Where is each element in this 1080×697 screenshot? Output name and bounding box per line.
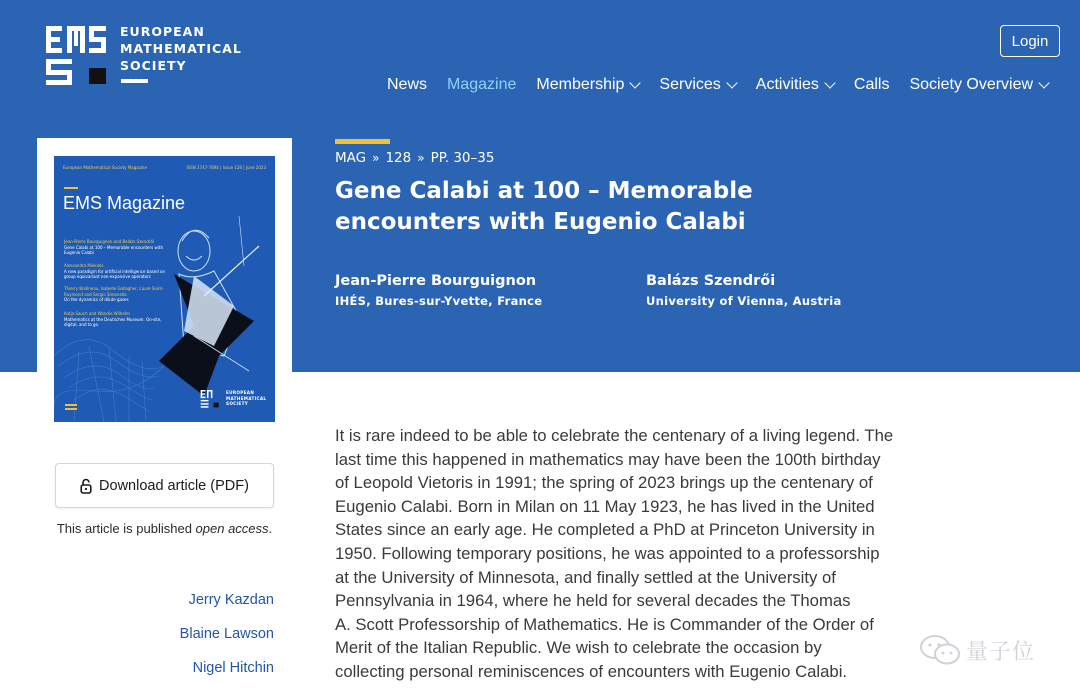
author-1 xyxy=(335,273,542,308)
nav-calls[interactable] xyxy=(854,76,890,94)
download-pdf-button[interactable] xyxy=(55,463,274,508)
nav-services[interactable] xyxy=(659,76,735,94)
nav-activities[interactable] xyxy=(756,76,834,94)
breadcrumb-separator-icon: » xyxy=(417,151,425,165)
cover-title: EMS Magazine xyxy=(63,193,186,213)
download-pdf-label: Download article (PDF) xyxy=(99,477,249,494)
watermark-text: 量子位 xyxy=(966,639,1036,665)
body-line: 1950. Following temporary positions, he was appointed to a professorship xyxy=(335,543,880,563)
nav-news[interactable] xyxy=(387,76,427,94)
author-affiliation: University of Vienna, Austria xyxy=(646,294,842,308)
related-authors-list xyxy=(55,590,274,692)
body-line: Eugenio Calabi. Born in Milan on 11 May 1923, he has lived in the United xyxy=(335,496,875,516)
body-line: collecting personal reminiscences of encounters with Eugenio Calabi. xyxy=(335,661,848,681)
cover-entry-title: On the dynamics of dilute gases xyxy=(64,297,129,302)
chevron-down-icon xyxy=(824,77,835,88)
nav-label: Activities xyxy=(755,76,819,93)
logo-wordmark xyxy=(120,23,242,74)
cover-entry-authors: Alessandra Miekiels xyxy=(64,263,104,268)
cover-accent-mark xyxy=(65,408,77,410)
cover-entry-title: A new paradigm for artificial intelligence based on group equivariant non-expansive operators xyxy=(64,268,166,279)
oa-prefix: This article is published xyxy=(56,521,196,536)
nav-label: Society Overview xyxy=(909,76,1034,93)
cover-entry-authors: Katja Sauch and Wandie Wilhelm xyxy=(64,311,130,316)
cover-logo-line: EUROPEAN xyxy=(226,390,255,395)
body-line: at the University of Minnesota, and finally settled at the University of xyxy=(335,567,836,587)
cover-entry xyxy=(64,311,174,328)
logo-line: SOCIETY xyxy=(120,58,187,73)
logo-line: MATHEMATICAL xyxy=(120,41,242,56)
breadcrumb-issue[interactable]: 128 xyxy=(385,150,412,166)
cover-entry-authors: Thierry Bodineau, Isabelle Gallagher, Laure Saint-Raymond and Sergio Simonella xyxy=(64,286,164,297)
body-line: Pennsylvania in 1964, where he held for several decades the Thomas xyxy=(335,591,851,611)
chevron-down-icon xyxy=(726,77,737,88)
body-line: A. Scott Professorship of Mathematics. He is Commander of the Order of xyxy=(335,614,874,634)
nav-label: News xyxy=(387,76,428,93)
logo-line: EUROPEAN xyxy=(120,24,205,39)
logo-underline xyxy=(121,79,148,83)
login-button[interactable]: Login xyxy=(1000,25,1060,57)
chevron-down-icon xyxy=(1038,77,1049,88)
cover-logo-line: MATHEMATICAL xyxy=(226,395,267,401)
nav-magazine[interactable] xyxy=(447,76,516,94)
breadcrumb-pages: PP. 30–35 xyxy=(430,150,495,166)
nav-label: Membership xyxy=(536,76,625,93)
magazine-cover-card xyxy=(37,138,292,435)
open-access-note xyxy=(55,520,274,538)
watermark xyxy=(918,634,1035,666)
author-2 xyxy=(646,273,842,308)
cover-entry-title: Mathematics at the Deutsches Museum. On-site, digital, and to go xyxy=(64,316,162,327)
ems-logo-mark xyxy=(46,26,108,86)
oa-suffix: . xyxy=(268,521,273,536)
cover-entry xyxy=(64,239,174,256)
cover-entry xyxy=(64,286,174,303)
related-author-link[interactable]: Nigel Hitchin xyxy=(192,660,274,676)
cover-entry xyxy=(64,263,174,280)
breadcrumb-separator-icon: » xyxy=(372,151,380,165)
author-affiliation: IHÉS, Bures-sur-Yvette, France xyxy=(335,294,543,308)
body-line: Merit of the Italian Republic. We wish to celebrate the occasion by xyxy=(335,638,822,658)
cover-entry-authors: Jean-Pierre Bourguignon and Balázs Szendrői xyxy=(64,239,155,244)
nav-membership[interactable] xyxy=(536,76,639,94)
related-author-link[interactable]: Blaine Lawson xyxy=(179,626,274,642)
nav-label: Calls xyxy=(853,76,890,93)
nav-society-overview[interactable] xyxy=(909,76,1048,94)
title-accent-bar xyxy=(335,139,390,144)
cover-logo-wordmark xyxy=(226,390,266,407)
author-name: Balázs Szendrői xyxy=(646,273,776,289)
related-author-link[interactable]: Jerry Kazdan xyxy=(188,592,274,608)
magazine-cover-image[interactable] xyxy=(54,156,275,422)
cover-series-label: European Mathematical Society Magazine xyxy=(63,165,147,170)
oa-emphasis: open access xyxy=(195,521,269,536)
nav-label: Magazine xyxy=(447,76,517,93)
nav-label: Services xyxy=(659,76,721,93)
cover-accent-mark xyxy=(65,404,77,406)
body-line: of Leopold Vietoris in 1991; the spring of 2023 brings up the centenary of xyxy=(335,473,873,493)
body-line: States since an early age. He completed a PhD at Princeton University in xyxy=(335,520,875,540)
breadcrumb-mag[interactable]: MAG xyxy=(335,150,367,166)
author-name: Jean-Pierre Bourguignon xyxy=(335,273,537,289)
cover-entry-title: Gene Calabi at 100 – Memorable encounters with Eugenio Calabi xyxy=(64,244,163,255)
article-lead-paragraph xyxy=(335,424,907,684)
article-title: Gene Calabi at 100 – Memorable encounters with Eugenio Calabi xyxy=(335,178,753,235)
main-nav xyxy=(387,73,1048,97)
cover-ems-logo-icon xyxy=(200,390,220,408)
open-lock-icon xyxy=(80,478,92,494)
cover-logo-line: SOCIETY xyxy=(226,401,249,407)
body-line: last time this happened in mathematics may have been the 100th birthday xyxy=(335,449,881,469)
cover-issue-label: ISSN 2747-7894 | Issue 128 | June 2023 xyxy=(186,165,266,170)
chevron-down-icon xyxy=(630,77,641,88)
cover-accent-bar xyxy=(64,187,78,189)
wechat-icon xyxy=(918,634,962,666)
breadcrumb xyxy=(335,150,494,166)
body-line: It is rare indeed to be able to celebrate the centenary of a living legend. The xyxy=(335,426,894,445)
